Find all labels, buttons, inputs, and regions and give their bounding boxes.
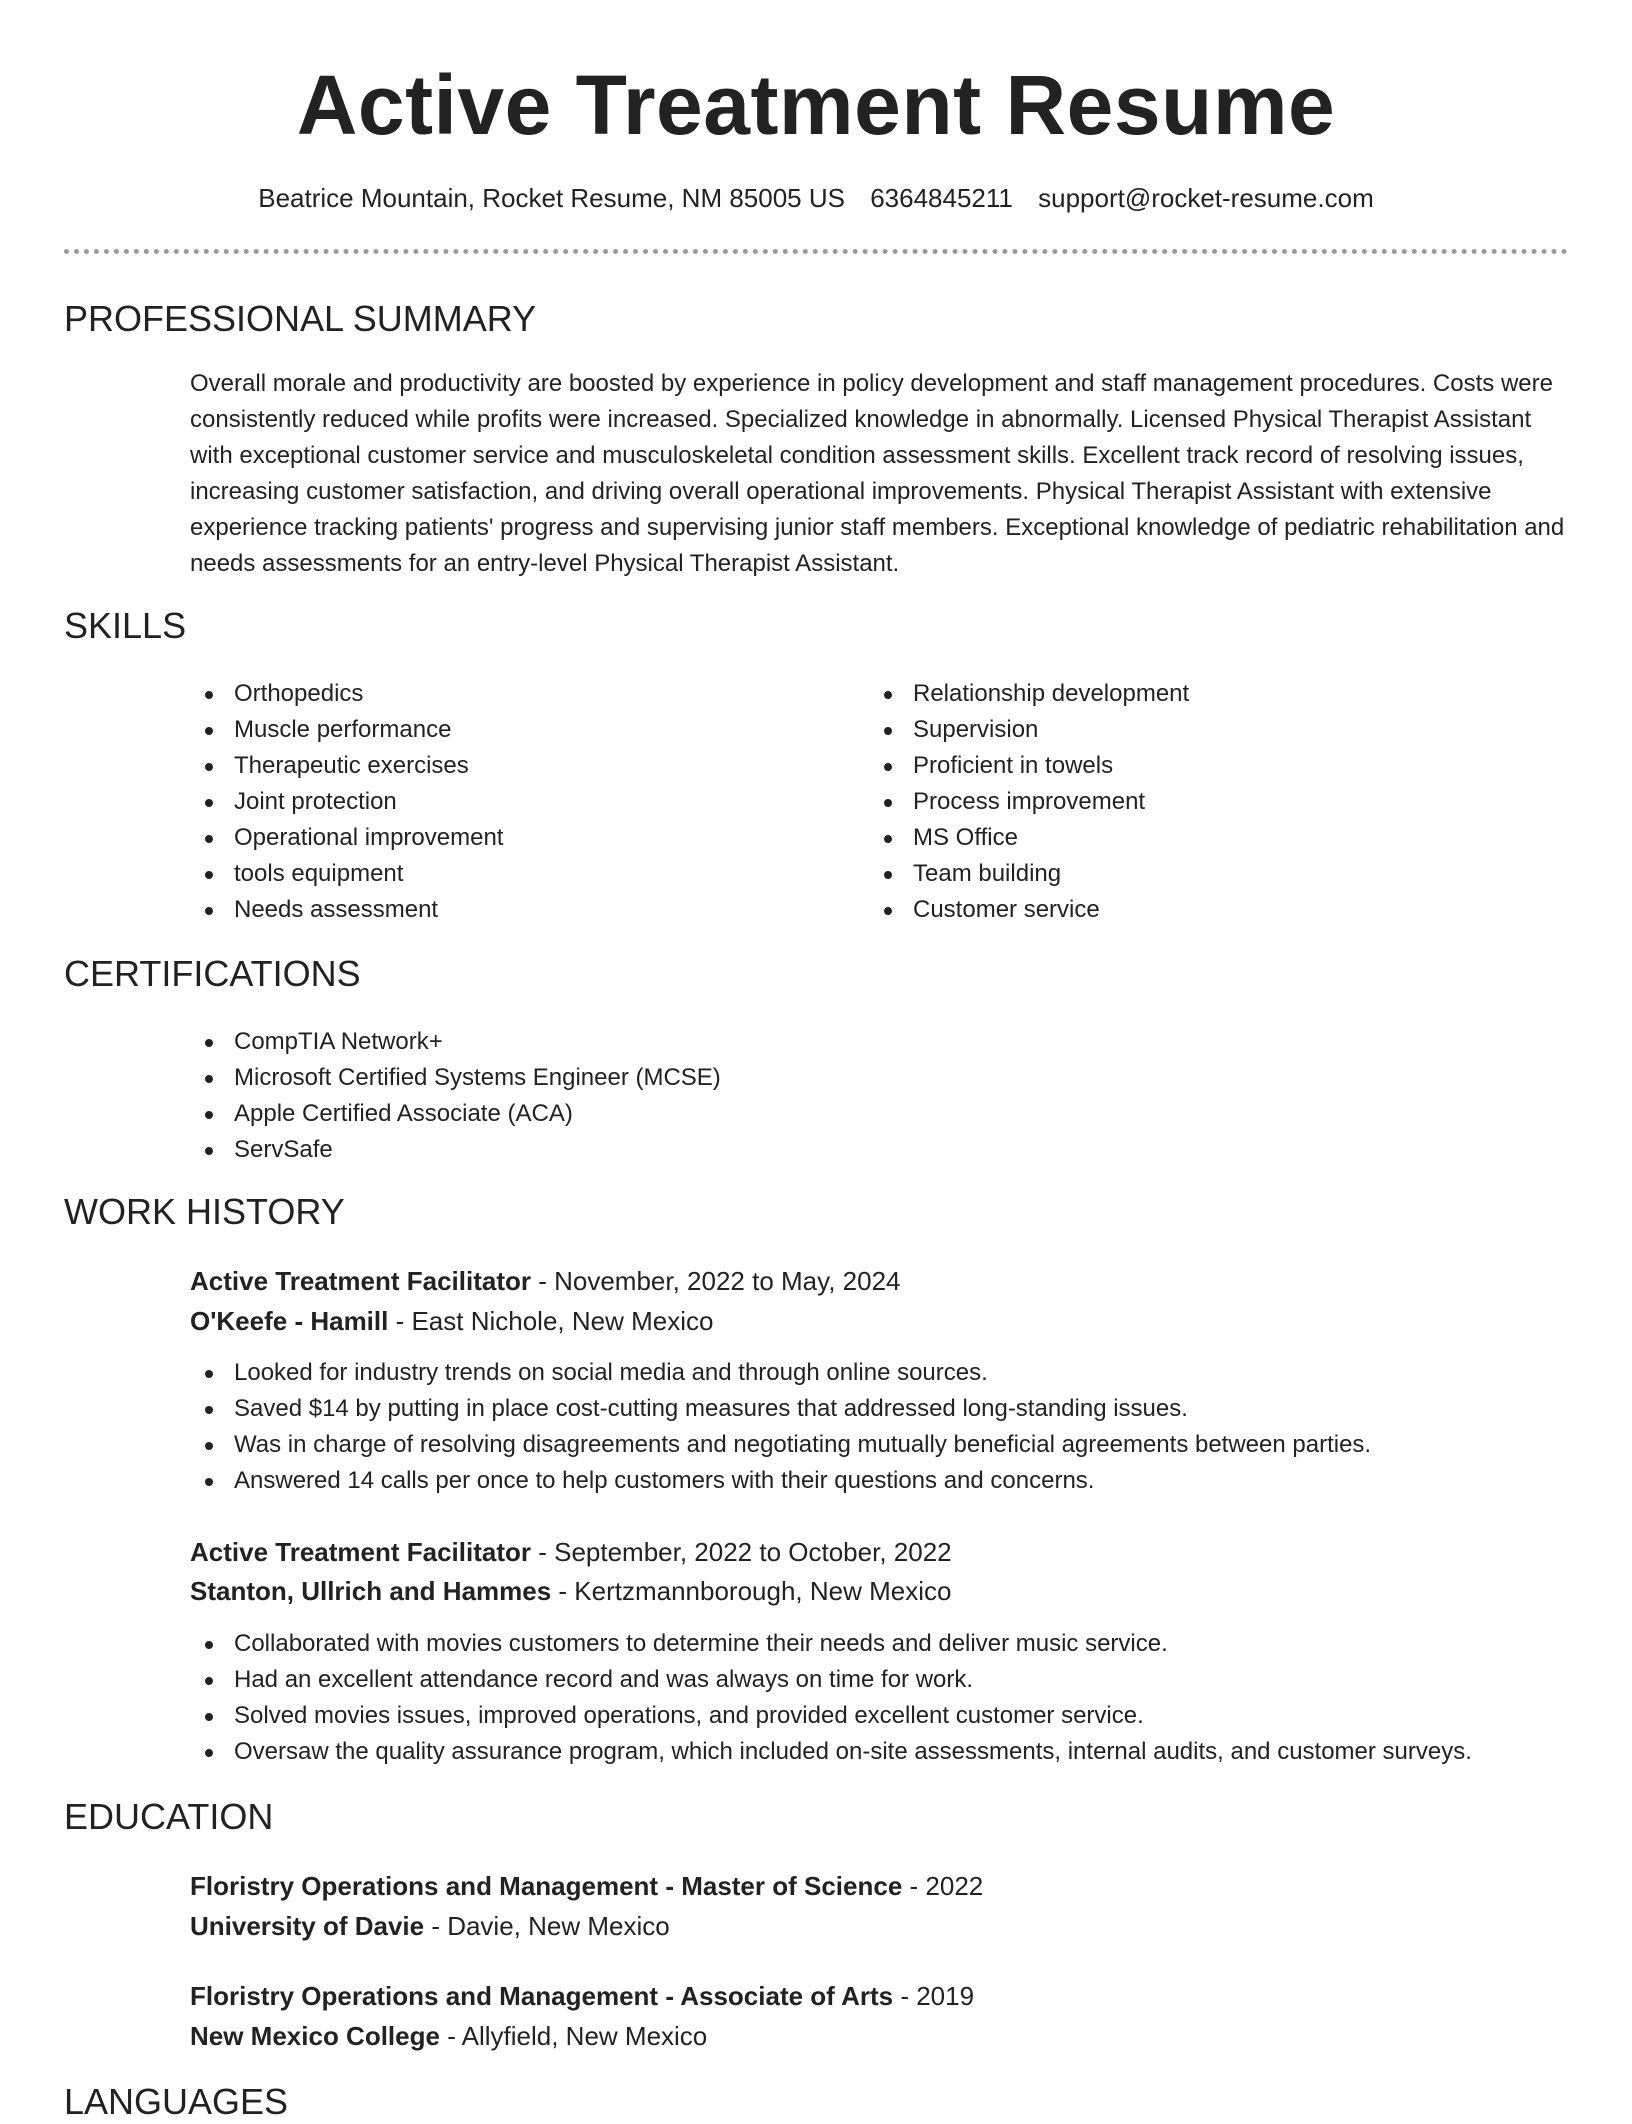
skill-item: Operational improvement	[190, 820, 850, 856]
contact-email: support@rocket-resume.com	[1038, 183, 1374, 213]
education-degree-line	[190, 1866, 983, 1906]
contact-phone: 6364845211	[870, 183, 1013, 213]
skills-list-left	[190, 676, 850, 928]
job-company-line	[190, 1301, 713, 1341]
job-bullet: Answered 14 calls per once to help customers with their questions and concerns.	[190, 1463, 1570, 1499]
education-school-line	[190, 1906, 670, 1946]
certification-item: CompTIA Network+	[190, 1024, 1570, 1060]
education-year: - 2019	[893, 1981, 975, 2011]
job-company: O'Keefe - Hamill	[190, 1306, 389, 1336]
job-dates: - September, 2022 to October, 2022	[531, 1537, 952, 1567]
resume-title: Active Treatment Resume	[296, 58, 1336, 152]
job-company-line	[190, 1571, 951, 1611]
contact-address: Beatrice Mountain, Rocket Resume, NM 85005 US	[258, 183, 845, 213]
certifications-list	[190, 1024, 1570, 1168]
skill-item: Proficient in towels	[869, 748, 1529, 784]
work-history-heading: WORK HISTORY	[64, 1191, 345, 1232]
skill-item: Therapeutic exercises	[190, 748, 850, 784]
certifications-heading: CERTIFICATIONS	[64, 953, 361, 994]
job-company: Stanton, Ullrich and Hammes	[190, 1576, 552, 1606]
skill-item: Needs assessment	[190, 892, 850, 928]
skill-item: Process improvement	[869, 784, 1529, 820]
education-degree: Floristry Operations and Management - Associate of Arts	[190, 1981, 894, 2011]
job-bullet: Solved movies issues, improved operations, and provided excellent customer service.	[190, 1698, 1570, 1734]
education-location: - Davie, New Mexico	[424, 1911, 670, 1941]
education-school: University of Davie	[190, 1911, 425, 1941]
skills-list-right	[869, 676, 1529, 928]
education-heading: EDUCATION	[64, 1796, 274, 1837]
skill-item: Supervision	[869, 712, 1529, 748]
summary-text: Overall morale and productivity are boosted by experience in policy development and staff management procedures. Costs were consistently reduced while profits were increased. Specialized knowledge in abnormally. Licensed Physical Therapist Assistant with exceptional customer service and musculoskeletal condition assessment skills. Excellent track record of resolving issues, increasing customer satisfaction, and driving overall operational improvements. Physical Therapist Assistant with extensive experience tracking patients' progress and supervising junior staff members. Exceptional knowledge of pediatric rehabilitation and needs assessments for an entry-level Physical Therapist Assistant.	[190, 370, 1565, 577]
certification-item: Apple Certified Associate (ACA)	[190, 1096, 1570, 1132]
header-divider	[64, 249, 1568, 254]
job-title: Active Treatment Facilitator	[190, 1537, 531, 1567]
job-bullet: Saved $14 by putting in place cost-cutting measures that addressed long-standing issues.	[190, 1391, 1570, 1427]
job-dates: - November, 2022 to May, 2024	[531, 1266, 901, 1296]
education-year: - 2022	[902, 1871, 984, 1901]
skill-item: MS Office	[869, 820, 1529, 856]
skill-item: Relationship development	[869, 676, 1529, 712]
job-bullet: Was in charge of resolving disagreements and negotiating mutually beneficial agreements between parties.	[190, 1427, 1570, 1463]
job-bullet: Looked for industry trends on social media and through online sources.	[190, 1355, 1570, 1391]
summary-heading: PROFESSIONAL SUMMARY	[64, 298, 537, 339]
contact-line	[0, 180, 1632, 216]
skill-item: Orthopedics	[190, 676, 850, 712]
education-school: New Mexico College	[190, 2021, 440, 2051]
skill-item: Muscle performance	[190, 712, 850, 748]
education-school-line	[190, 2016, 707, 2056]
job-bullet: Had an excellent attendance record and was always on time for work.	[190, 1662, 1570, 1698]
job-bullet: Oversaw the quality assurance program, which included on-site assessments, internal audits, and customer surveys.	[190, 1734, 1570, 1770]
certification-item: ServSafe	[190, 1132, 1570, 1168]
skill-item: Team building	[869, 856, 1529, 892]
education-degree: Floristry Operations and Management - Master of Science	[190, 1871, 903, 1901]
job-bullets	[190, 1626, 1570, 1770]
skills-heading: SKILLS	[64, 605, 187, 646]
job-bullets	[190, 1355, 1570, 1499]
job-bullet: Collaborated with movies customers to determine their needs and deliver music service.	[190, 1626, 1570, 1662]
skill-item: Customer service	[869, 892, 1529, 928]
job-title-line	[190, 1261, 901, 1301]
languages-heading: LANGUAGES	[64, 2081, 289, 2122]
skill-item: Joint protection	[190, 784, 850, 820]
job-title-line	[190, 1532, 952, 1572]
job-location: - East Nichole, New Mexico	[388, 1306, 714, 1336]
certification-item: Microsoft Certified Systems Engineer (MCSE)	[190, 1060, 1570, 1096]
skill-item: tools equipment	[190, 856, 850, 892]
education-degree-line	[190, 1976, 974, 2016]
education-location: - Allyfield, New Mexico	[439, 2021, 708, 2051]
job-location: - Kertzmannborough, New Mexico	[551, 1576, 952, 1606]
job-title: Active Treatment Facilitator	[190, 1266, 531, 1296]
